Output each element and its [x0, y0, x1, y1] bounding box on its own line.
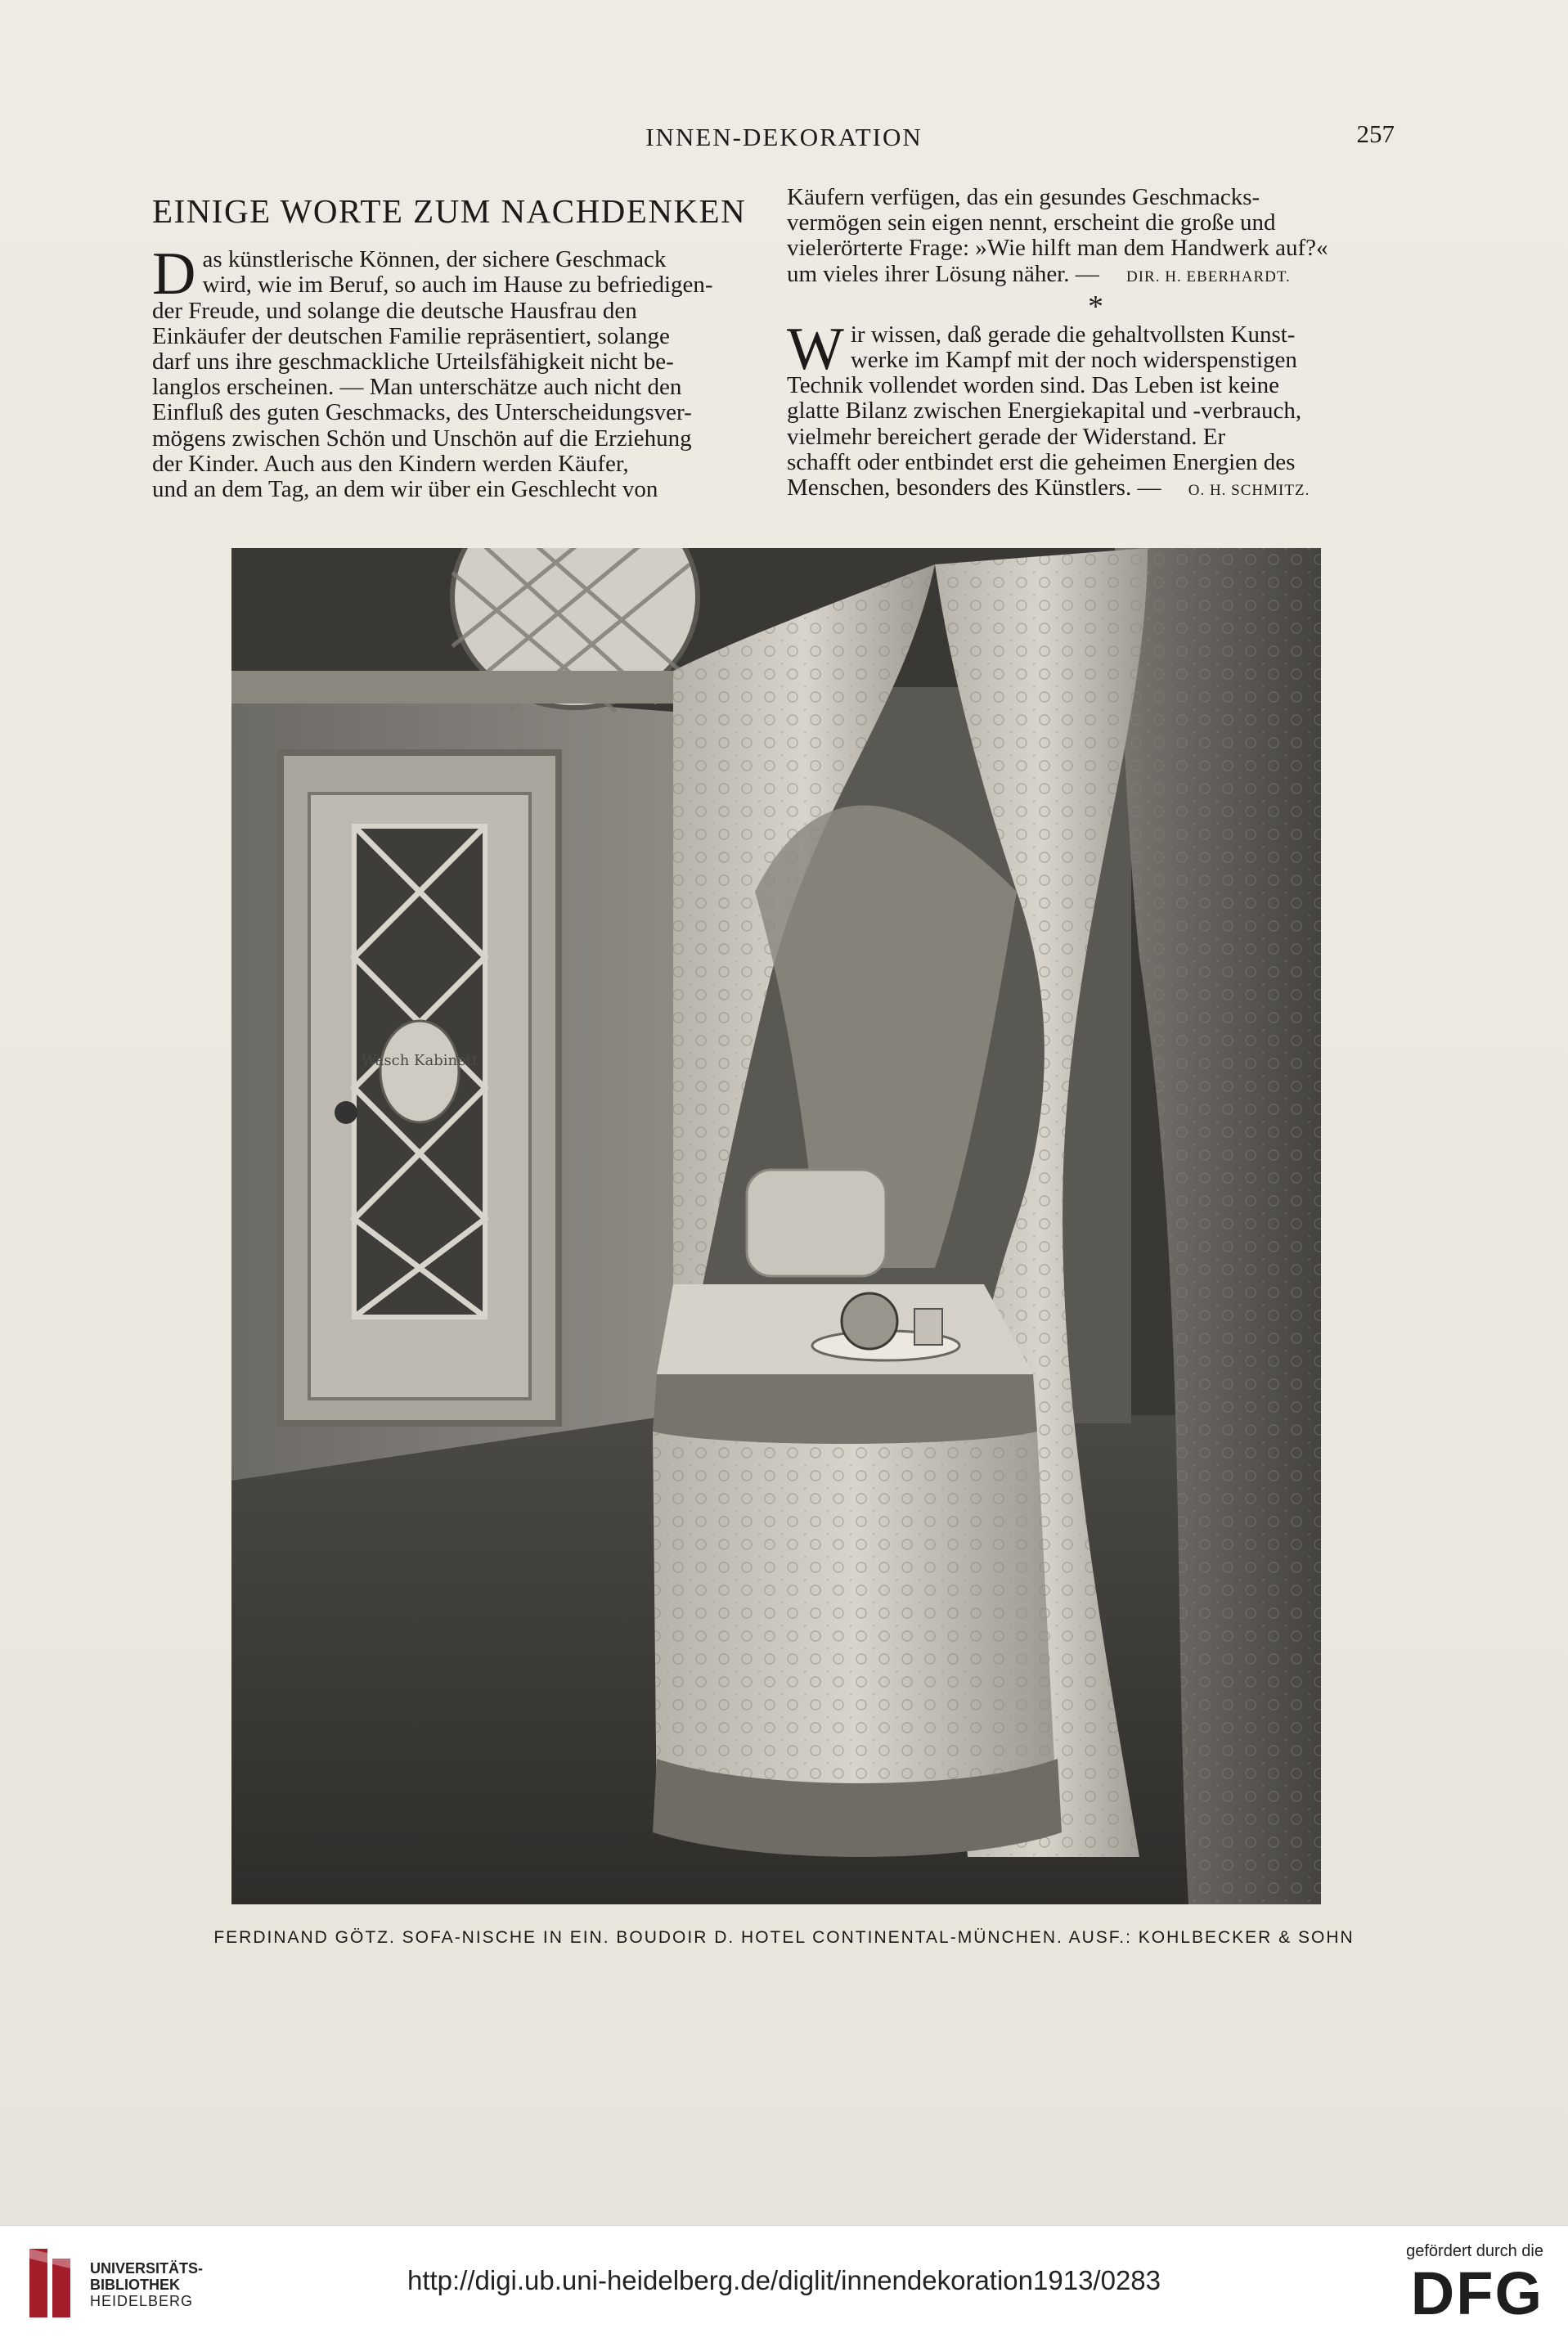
glass [914, 1309, 942, 1345]
door-sign: Wasch Kabinett [361, 1052, 478, 1069]
text-line: schafft oder entbindet erst die geheimen Energien des [787, 448, 1296, 475]
text-line: ir wissen, daß gerade die gehaltvollsten Kunst- [850, 321, 1296, 348]
text-line: und an dem Tag, an dem wir über ein Geschlecht von [152, 476, 658, 503]
text-line-with-signature [787, 475, 1404, 503]
funder-label: gefördert durch die [1406, 2242, 1543, 2260]
skirted-table [653, 1284, 1062, 1857]
page-number: 257 [1356, 119, 1395, 148]
library-name-line: HEIDELBERG [90, 2293, 194, 2309]
photo-caption: FERDINAND GÖTZ. SOFA-NISCHE IN EIN. BOUDOIR D. HOTEL CONTINENTAL-MÜNCHEN. AUSF.: KOHLBECKER & SOHN [213, 1928, 1355, 1947]
dropcap-w: W [787, 315, 844, 383]
text-line: wird, wie im Beruf, so auch im Hause zu befriedigen- [202, 272, 713, 299]
door [281, 753, 559, 1423]
asterisk-separator: * [1088, 289, 1103, 324]
library-name-line: BIBLIOTHEK [90, 2277, 180, 2293]
dfg-logo: DFG [1410, 2259, 1543, 2327]
text-fragment: Menschen, besonders des Künstlers. — [787, 474, 1161, 501]
permalink-url[interactable]: http://digi.ub.uni-heidelberg.de/diglit/innendekoration1913/0283 [407, 2265, 1161, 2295]
author-signature: O. H. SCHMITZ. [1188, 482, 1310, 500]
text-line: langlos erscheinen. — Man unterschätze auch nicht den [152, 374, 682, 401]
paragraph-2 [787, 315, 1404, 503]
cushion [747, 1170, 886, 1276]
running-head: INNEN-DEKORATION [645, 123, 923, 151]
text-line: as künstlerische Können, der sichere Geschmack [202, 246, 667, 273]
text-line: darf uns ihre geschmackliche Urteilsfähigkeit nicht be- [152, 348, 674, 375]
text-line: glatte Bilanz zwischen Energiekapital und -verbrauch, [787, 398, 1302, 425]
funder-block [1406, 2242, 1543, 2326]
text-line: mögens zwischen Schön und Unschön auf die Erziehung [152, 425, 692, 452]
text-line: Einkäufer der deutschen Familie repräsentiert, solange [152, 322, 670, 349]
text-line: vielerörterte Frage: »Wie hilft man dem Handwerk auf?« [787, 235, 1328, 262]
text-line-with-signature [787, 262, 1404, 290]
dropcap-d: D [152, 240, 196, 308]
left-column [152, 190, 770, 502]
text-line: vielmehr bereichert gerade der Widerstand. Er [787, 423, 1226, 450]
library-name-line: UNIVERSITÄTS- [90, 2260, 204, 2277]
text-line: vermögen sein eigen nennt, erscheint die große und [787, 209, 1276, 236]
text-line: Technik vollendet worden sind. Das Leben ist keine [787, 372, 1279, 399]
article-title: EINIGE WORTE ZUM NACHDENKEN [152, 192, 747, 230]
text-line: Käufern verfügen, das ein gesundes Geschmacks- [787, 184, 1260, 210]
paragraph-1-continued [787, 185, 1404, 290]
digitization-footer [0, 2225, 1568, 2342]
photo-illustration [231, 548, 1321, 1904]
text-line: Einfluß des guten Geschmacks, des Unterscheidungsver- [152, 399, 692, 426]
right-column [787, 185, 1404, 503]
text-line: der Kinder. Auch aus den Kindern werden Käufer, [152, 450, 629, 477]
text-line: der Freude, und solange die deutsche Hausfrau den [152, 297, 637, 324]
text-line: werke im Kampf mit der noch widerspenstigen [850, 347, 1297, 374]
text-fragment: um vieles ihrer Lösung näher. — [787, 260, 1099, 287]
interior-photograph [231, 548, 1321, 1904]
author-signature: DIR. H. EBERHARDT. [1126, 267, 1291, 285]
paragraph-1 [152, 240, 770, 503]
glass-ball [842, 1293, 897, 1349]
